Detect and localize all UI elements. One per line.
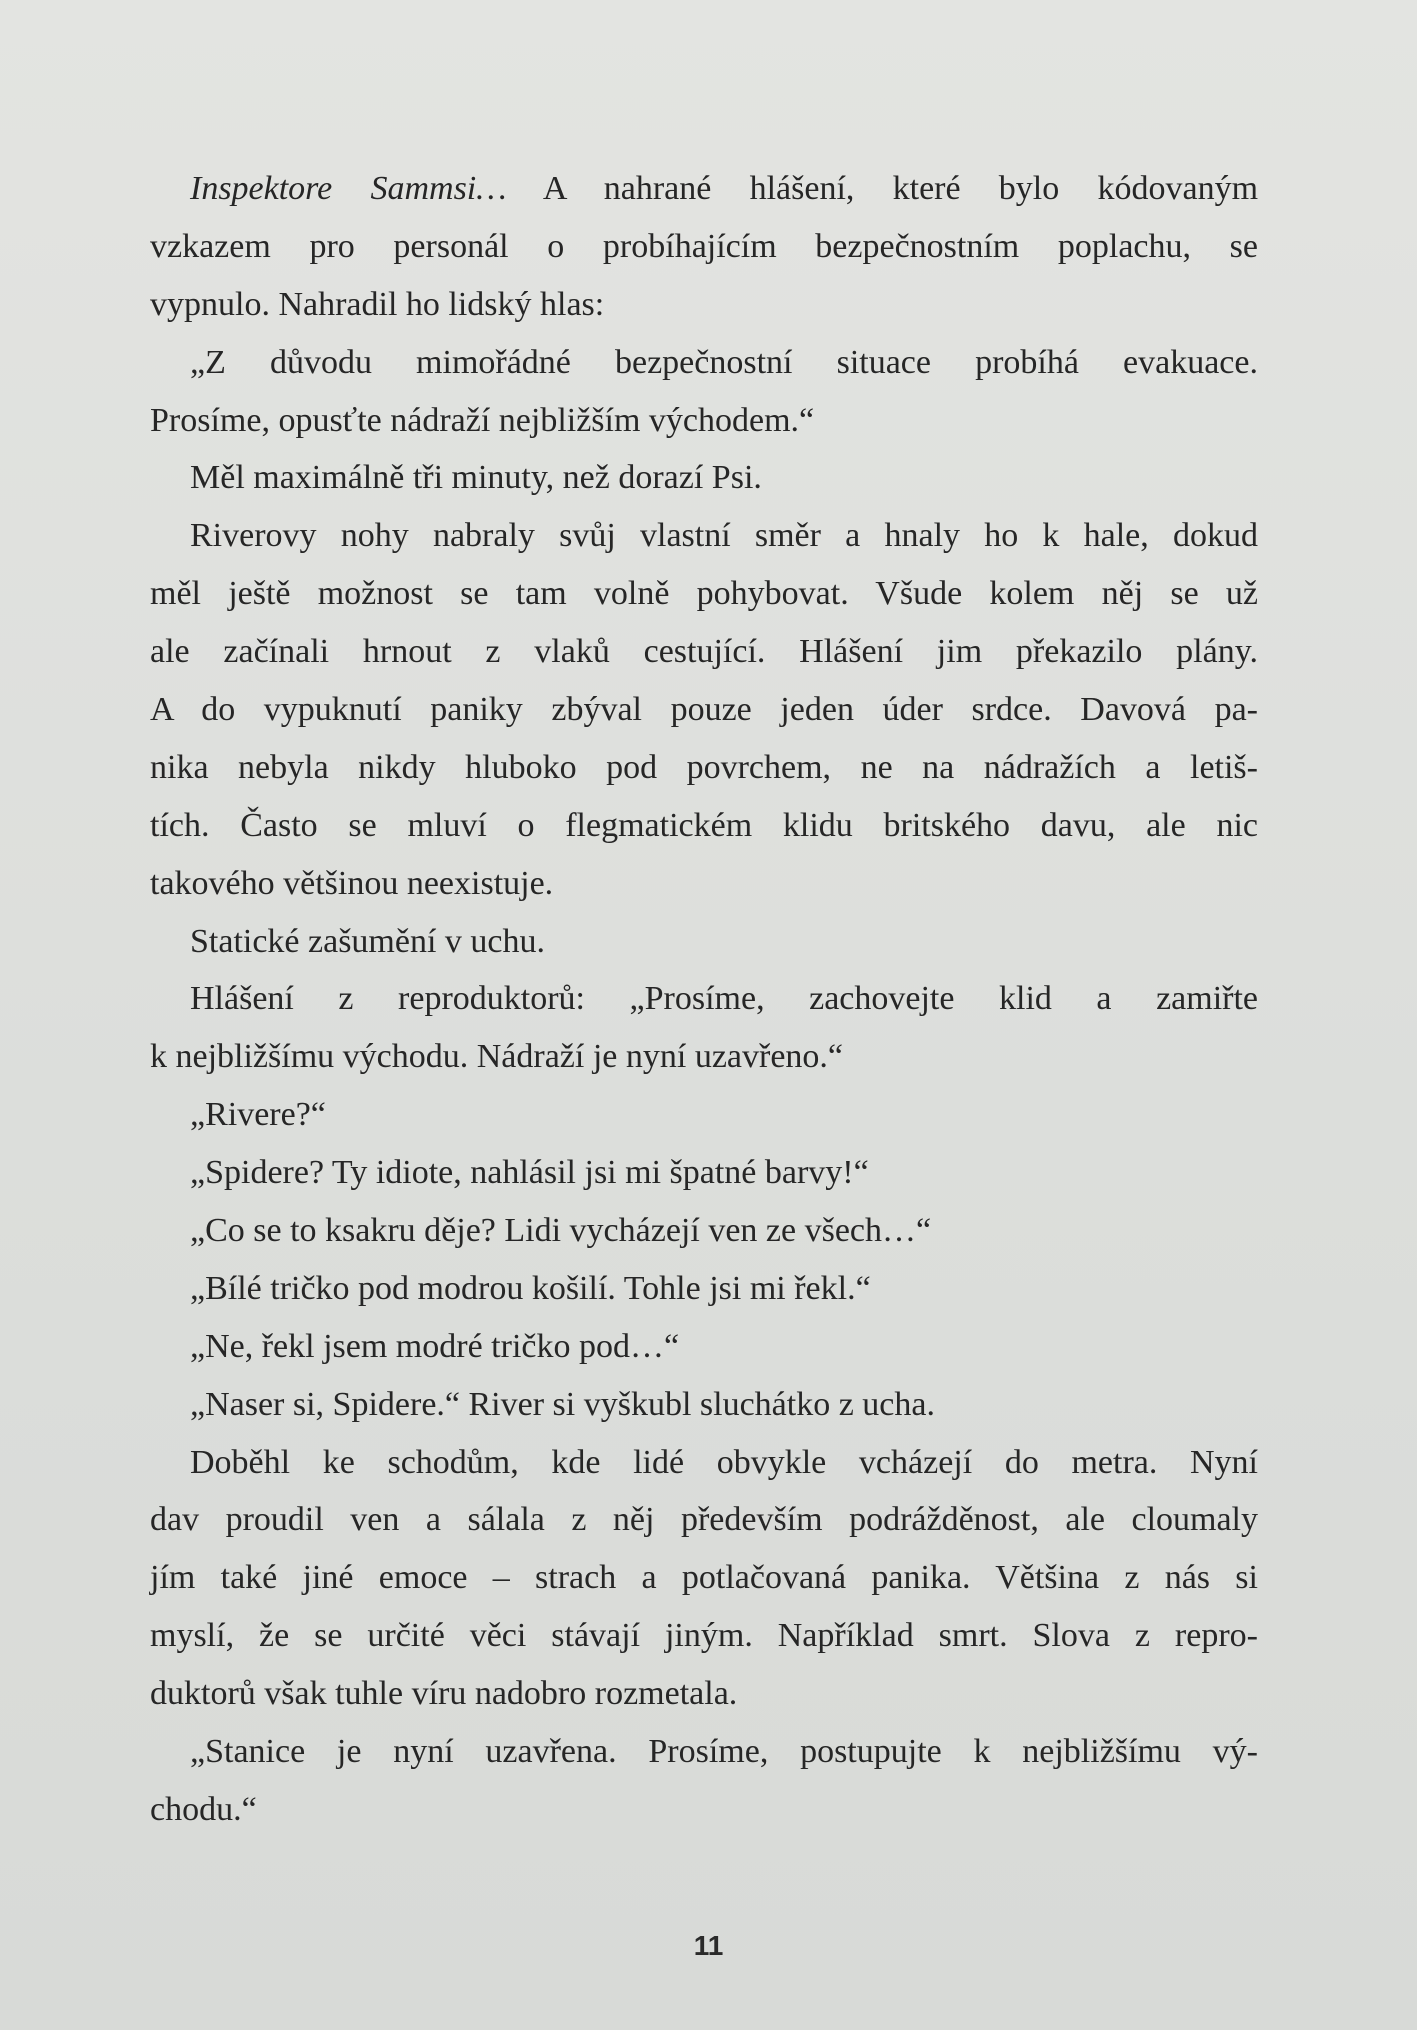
text-line: „Ne, řekl jsem modré tričko pod…“ — [190, 1327, 680, 1365]
text-line: Statické zašumění v uchu. — [190, 922, 546, 960]
text-line: „Spidere? Ty idiote, nahlásil jsi mi špatné barvy!“ — [190, 1154, 869, 1192]
text-line: Riverovy nohy nabraly svůj vlastní směr a hnaly ho k hale, dokud — [190, 517, 1258, 555]
text-line: „Co se to ksakru děje? Lidi vycházejí ven ze všech…“ — [190, 1212, 932, 1250]
text-line: Prosíme, opusťte nádraží nejbližším východem.“ — [150, 401, 815, 439]
text-line: myslí, že se určité věci stávají jiným. Například smrt. Slova z repro- — [150, 1617, 1258, 1655]
text-line: „Stanice je nyní uzavřena. Prosíme, postupujte k nejbližšímu vý- — [190, 1733, 1258, 1771]
text-line: dav proudil ven a sálala z něj především podrážděnost, ale cloumaly — [150, 1501, 1258, 1539]
text-line: Měl maximálně tři minuty, než dorazí Psi. — [190, 459, 762, 497]
text-line: Inspektore Sammsi… A nahrané hlášení, které bylo kódovaným — [190, 170, 1259, 207]
text-line: „Z důvodu mimořádné bezpečnostní situace probíhá evakuace. — [190, 343, 1258, 381]
page-body-text — [150, 160, 1258, 1839]
text-line: vzkazem pro personál o probíhajícím bezpečnostním poplachu, se — [150, 227, 1258, 265]
text-line: „Naser si, Spidere.“ River si vyškubl sluchátko z ucha. — [190, 1385, 935, 1423]
text-line: jím také jiné emoce – strach a potlačovaná panika. Většina z nás si — [150, 1559, 1258, 1597]
text-line: chodu.“ — [150, 1790, 257, 1828]
text-line: k nejbližšímu východu. Nádraží je nyní uzavřeno.“ — [150, 1038, 843, 1076]
text-line: „Bílé tričko pod modrou košilí. Tohle jsi mi řekl.“ — [190, 1269, 871, 1307]
text-line: Doběhl ke schodům, kde lidé obvykle vcházejí do metra. Nyní — [190, 1443, 1258, 1481]
text-line: duktorů však tuhle víru nadobro rozmetala. — [150, 1675, 738, 1713]
text-line: A do vypuknutí paniky zbýval pouze jeden úder srdce. Davová pa- — [150, 691, 1258, 729]
text-line: nika nebyla nikdy hluboko pod povrchem, ne na nádražích a letiš- — [150, 748, 1258, 786]
text-line: „Rivere?“ — [190, 1096, 326, 1134]
page-number: 11 — [693, 1930, 724, 1961]
italic-intro: Inspektore Sammsi… — [190, 170, 507, 207]
text-line: měl ještě možnost se tam volně pohybovat. Všude kolem něj se už — [150, 575, 1258, 613]
text-line: takového většinou neexistuje. — [150, 864, 554, 902]
text-line: tích. Často se mluví o flegmatickém klidu britského davu, ale nic — [150, 806, 1258, 844]
text-line: Hlášení z reproduktorů: „Prosíme, zachovejte klid a zamiřte — [190, 980, 1258, 1018]
text-line: vypnulo. Nahradil ho lidský hlas: — [150, 285, 605, 323]
text-line: ale začínali hrnout z vlaků cestující. Hlášení jim překazilo plány. — [150, 633, 1258, 671]
